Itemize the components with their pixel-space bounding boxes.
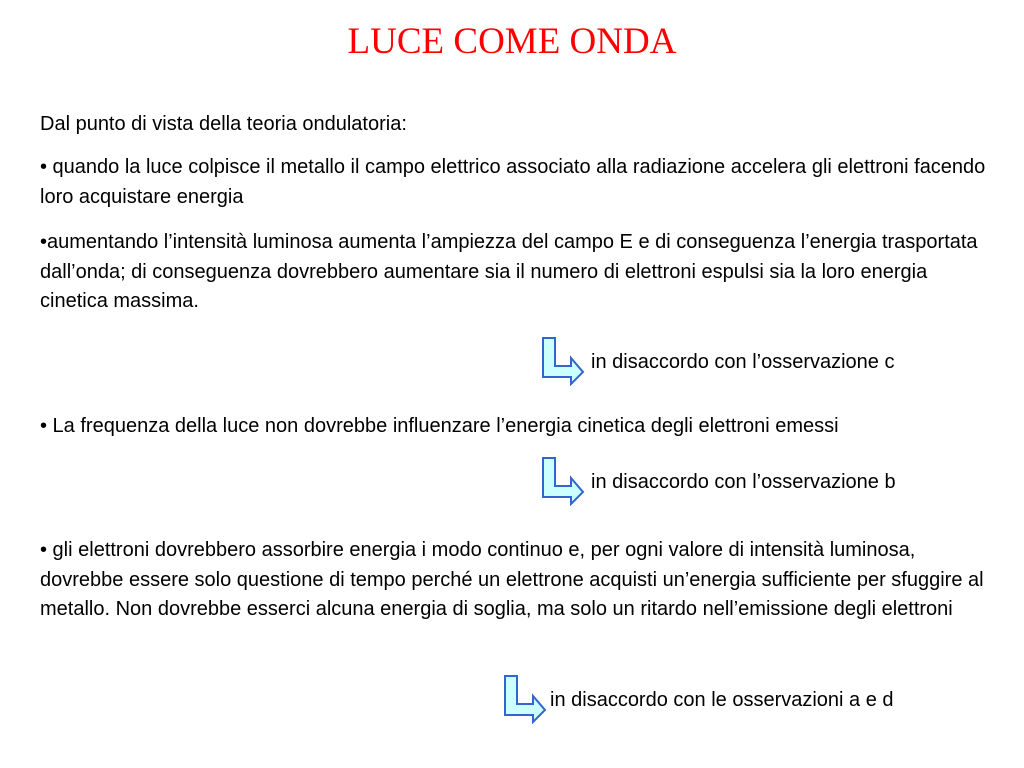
bullet-frequency: • La frequenza della luce non dovrebbe influenzare l’energia cinetica degli elettroni emessi <box>40 415 839 437</box>
bent-arrow-right-icon <box>503 674 547 724</box>
conclusion-text: in disaccordo con l’osservazione b <box>591 471 896 493</box>
bullet-electric-field: • quando la luce colpisce il metallo il campo elettrico associato alla radiazione accelera gli elettroni facendo loro acquistare energia <box>40 156 986 208</box>
bullet-continuous-absorption: • gli elettroni dovrebbero assorbire energia i modo continuo e, per ogni valore di intensità luminosa, dovrebbe essere solo questione di tempo perché un elettrone acquisti un’energia sufficiente per sfuggire al metallo. Non dovrebbe esserci alcuna energia di soglia, ma solo un ritardo nell’emissione degli elettroni <box>40 539 984 620</box>
conclusion-text: in disaccordo con l’osservazione c <box>591 351 895 373</box>
conclusion-text: in disaccordo con le osservazioni a e d <box>550 689 894 711</box>
bullet-intensity: •aumentando l’intensità luminosa aumenta l’ampiezza del campo E e di conseguenza l’energia trasportata dall’onda; di conseguenza dovrebbero aumentare sia il numero di elettroni espulsi sia la loro energia cinetica massima. <box>40 231 978 312</box>
intro-text: Dal punto di vista della teoria ondulatoria: <box>40 113 407 135</box>
bent-arrow-right-icon <box>541 336 585 386</box>
slide-title: LUCE COME ONDA <box>347 21 677 62</box>
bent-arrow-right-icon <box>541 456 585 506</box>
